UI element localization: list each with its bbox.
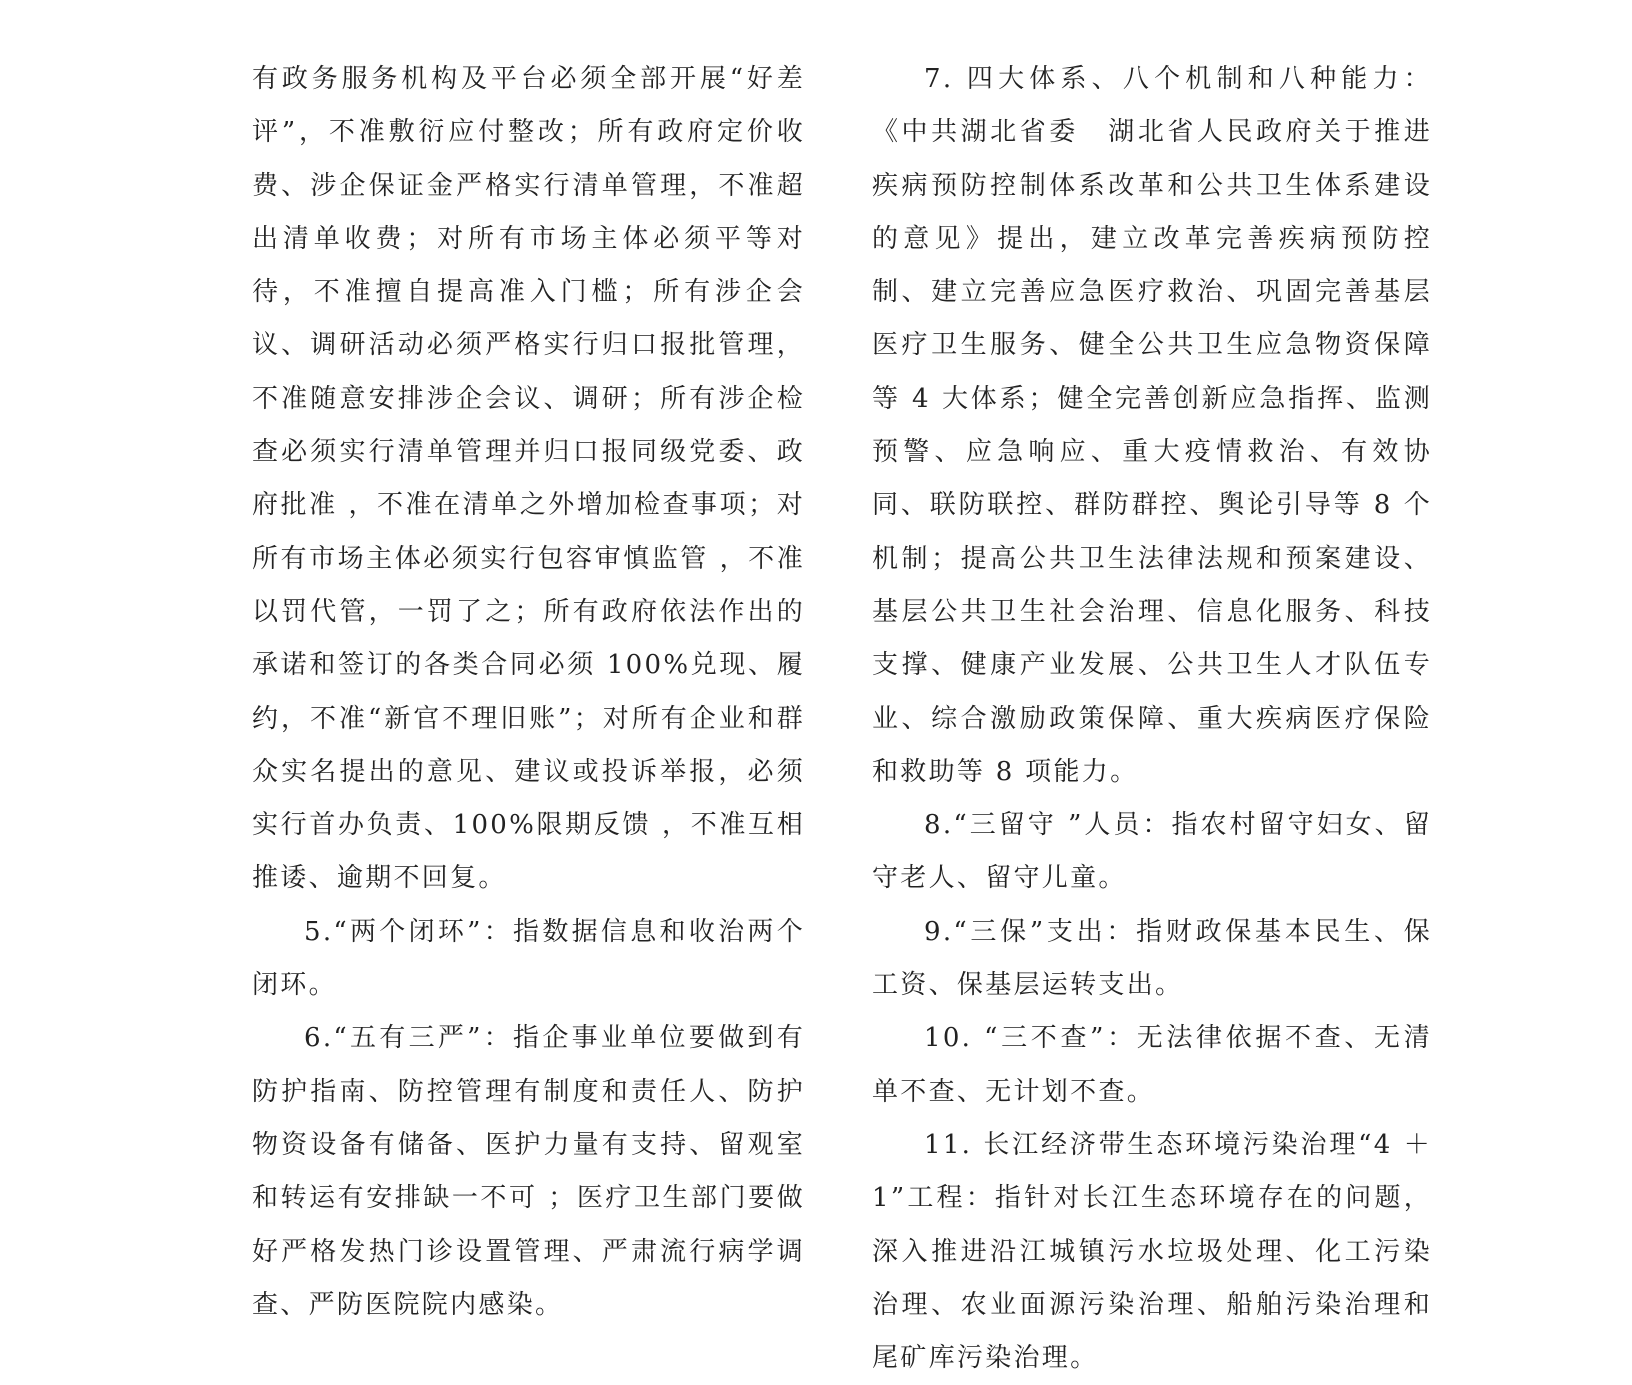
paragraph-right-2: 8.“三留守 ”人员：指农村留守妇女、留守老人、留守儿童。: [872, 810, 1432, 894]
paragraph-right-3: 9.“三保”支出：指财政保基本民生、保工资、保基层运转支出。: [872, 916, 1432, 1001]
paragraph-right-1: 7. 四大体系、八个机制和八种能力：《中共湖北省委 湖北省人民政府关于推进疾病预防控制体系改革和公共卫生体系建设的意见》提出，建立改革完善疾病预防控制、建立完善应急医疗救治、巩固完善基层医疗卫生服务、健全公共卫生应急物资保障等 4 大体系；健全完善创新应急指挥、监测预警、应急响应、重大疫情救治、有效协同、联防联控、群防群控、舆论引导等 8 个机制；提高公共卫生法律法规和预案建设、基层公共卫生社会治理、信息化服务、科技支撑、健康产业发展、公共卫生人才队伍专业、综合激励政策保障、重大疾病医疗保险和救助等 8 项能力。: [872, 64, 1432, 787]
left-column: [252, 53, 805, 1332]
paragraph-left-3: 6.“五有三严”：指企事业单位要做到有防护指南、防控管理有制度和责任人、防护物资设备有储备、医护力量有支持、留观室和转运有安排缺一不可 ；医疗卫生部门要做好严格发热门诊设置管理、严肃流行病学调查、严防医院院内感染。: [252, 1023, 805, 1320]
paragraph-left-1: 有政务服务机构及平台必须全部开展“好差评”，不准敷衍应付整改；所有政府定价收费、涉企保证金严格实行清单管理，不准超出清单收费；对所有市场主体必须平等对待，不准擅自提高准入门槛；所有涉企会议、调研活动必须严格实行归口报批管理，不准随意安排涉企会议、调研；所有涉企检查必须实行清单管理并归口报同级党委、政府批准 ，不准在清单之外增加检查事项；对所有市场主体必须实行包容审慎监管 ，不准以罚代管，一罚了之；所有政府依法作出的承诺和签订的各类合同必须 100%兑现、履约，不准“新官不理旧账”；对所有企业和群众实名提出的意见、建议或投诉举报，必须实行首办负责、100%限期反馈 ，不准互相推诿、逾期不回复。: [252, 64, 805, 894]
right-column: [872, 53, 1432, 1385]
paragraph-right-5: 11. 长江经济带生态环境污染治理“4 ＋ 1”工程：指针对长江生态环境存在的问题，深入推进沿江城镇污水垃圾处理、化工污染治理、农业面源污染治理、船舶污染治理和尾矿库污染治理。: [872, 1129, 1432, 1374]
paragraph-right-4: 10. “三不查”：无法律依据不查、无清单不查、无计划不查。: [872, 1023, 1432, 1107]
paragraph-left-2: 5.“两个闭环”：指数据信息和收治两个闭环。: [252, 916, 805, 1001]
